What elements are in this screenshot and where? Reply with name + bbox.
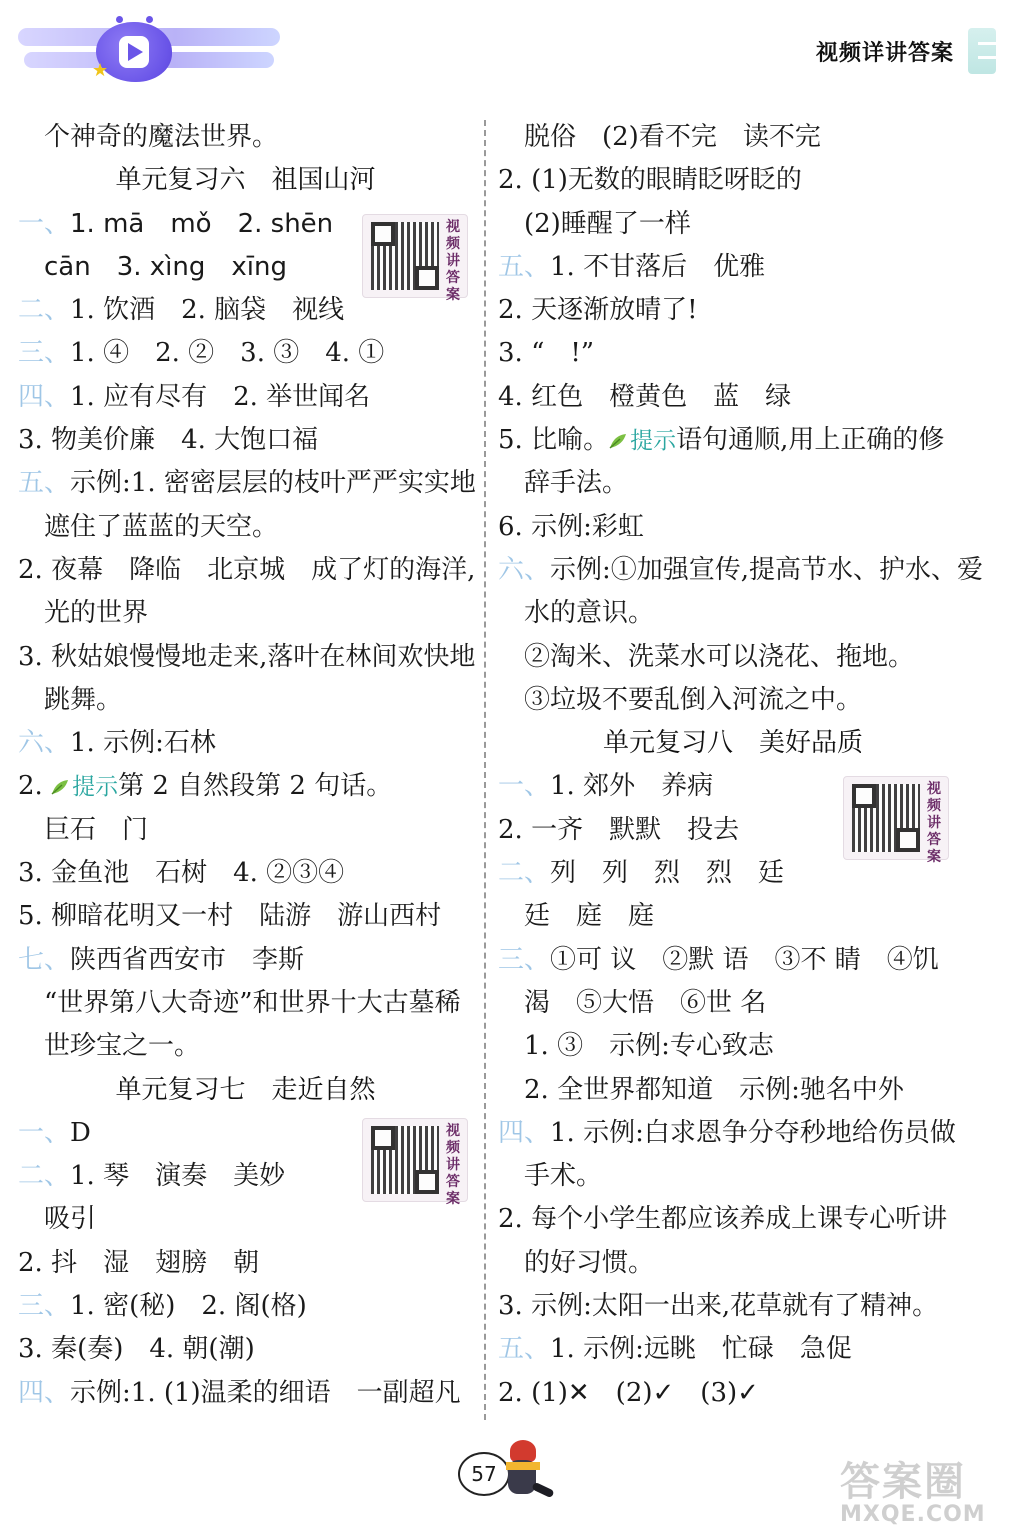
text-line: 4. 红色 橙黄色 蓝 绿 <box>498 381 792 412</box>
text-line: 2. 每个小学生都应该养成上课专心听讲 <box>498 1204 948 1235</box>
mascot-hat <box>510 1440 536 1462</box>
text-line: 水的意识。 <box>524 598 655 629</box>
text-line: 3. 物美价廉 4. 大饱口福 <box>18 425 319 456</box>
text-line: 二、列 列 烈 烈 廷 <box>498 858 785 889</box>
text-line: 5. 柳暗花明又一村 陆游 游山西村 <box>18 901 442 932</box>
text-line: 四、1. 应有尽有 2. 举世闻名 <box>18 381 371 412</box>
text-line: 一、1. mā mǒ 2. shēn <box>18 208 334 239</box>
text-line: 七、陕西省西安市 李斯 <box>18 944 305 975</box>
text-line: 跳舞。 <box>44 684 123 715</box>
column-divider <box>484 120 486 1420</box>
text-line: 光的世界 <box>44 598 149 629</box>
text-line: 世珍宝之一。 <box>44 1031 201 1062</box>
text-line: 2. (1)无数的眼睛眨呀眨的 <box>498 165 802 196</box>
watermark-top: 答案圈 <box>840 1459 966 1505</box>
watermark-logo <box>840 1459 1020 1532</box>
header-banner <box>18 14 288 86</box>
text-line: 脱俗 (2)看不完 读不完 <box>524 122 821 152</box>
mascot-leg <box>531 1482 554 1499</box>
text-line: 三、1. ④ 2. ② 3. ③ 4. ① <box>18 338 385 369</box>
text-line: 3. “ !” <box>498 338 595 369</box>
text-line: cān 3. xìng xīng <box>44 251 287 282</box>
text-line: 3. 秋姑娘慢慢地走来,落叶在林间欢快地 <box>18 641 476 672</box>
text-line: 一、D <box>18 1117 91 1148</box>
text-line: 五、1. 示例:远眺 忙碌 急促 <box>498 1334 852 1365</box>
qr-label: 视频讲答案 <box>446 219 460 303</box>
header-title: 视频详讲答案 <box>815 41 954 66</box>
text-line: “世界第八大奇迹”和世界十大古墓稀 <box>44 987 461 1018</box>
qr-code[interactable] <box>362 214 468 303</box>
text-line: 1. ③ 示例:专心致志 <box>524 1031 774 1062</box>
text-line: 2. (1)✕ (2)✓ (3)✓ <box>498 1377 759 1408</box>
text-line: 四、1. 示例:白求恩争分夺秒地给伤员做 <box>498 1117 956 1148</box>
text-line: 五、示例:1. 密密层层的枝叶严严实实地 <box>18 468 476 499</box>
section-title: 单元复习六 祖国山河 <box>115 165 376 196</box>
right-column <box>498 116 984 1415</box>
text-line: 2. 夜幕 降临 北京城 成了灯的海洋, <box>18 554 476 585</box>
tip-badge: 提示 <box>609 428 676 454</box>
text-line: 六、示例:①加强宣传,提高节水、护水、爱 <box>498 554 984 585</box>
qr-code-image <box>371 222 439 290</box>
text-line: 六、1. 示例:石林 <box>18 728 216 759</box>
text-line: 辞手法。 <box>524 468 629 499</box>
text-line: 2. 天逐渐放晴了! <box>498 295 698 326</box>
antenna-dot <box>146 16 153 23</box>
text-line: 2. 提示第 2 自然段第 2 句话。 <box>18 771 393 802</box>
leaf-icon <box>609 433 627 449</box>
qr-label: 视频讲答案 <box>927 781 941 865</box>
text-line: 个神奇的魔法世界。 <box>44 122 279 152</box>
text-line: ③垃圾不要乱倒入河流之中。 <box>524 684 863 715</box>
qr-code[interactable] <box>362 1118 468 1207</box>
text-line: 3. 金鱼池 石树 4. ②③④ <box>18 858 345 889</box>
text-line: 2. 抖 湿 翅膀 朝 <box>18 1247 260 1278</box>
tip-badge: 提示 <box>51 774 118 800</box>
text-line: 渴 ⑤大悟 ⑥世 名 <box>524 987 767 1018</box>
star-icon: ★ <box>92 60 109 81</box>
text-line: 一、1. 郊外 养病 <box>498 771 714 802</box>
text-line: 吸引 <box>44 1204 97 1235</box>
play-icon <box>119 36 149 68</box>
section-title: 单元复习八 美好品质 <box>602 728 863 759</box>
text-line: 四、示例:1. (1)温柔的细语 一副超凡 <box>18 1377 461 1408</box>
text-line: 3. 秦(奏) 4. 朝(潮) <box>18 1334 255 1365</box>
text-line: ②淘米、洗菜水可以浇花、拖地。 <box>524 641 915 672</box>
text-line: 5. 比喻。 提示语句通顺,用上正确的修 <box>498 425 945 456</box>
qr-code-image <box>371 1126 439 1194</box>
text-line: 遮住了蓝蓝的天空。 <box>44 511 279 542</box>
qr-label: 视频讲答案 <box>446 1123 460 1207</box>
text-line: 2. 全世界都知道 示例:驰名中外 <box>524 1074 904 1105</box>
section-title: 单元复习七 走近自然 <box>115 1074 376 1105</box>
leaf-icon <box>51 779 69 795</box>
text-line: 手术。 <box>524 1161 603 1192</box>
text-line: 二、1. 饮酒 2. 脑袋 视线 <box>18 295 345 326</box>
text-line: 三、1. 密(秘) 2. 阁(格) <box>18 1291 307 1322</box>
text-line: 巨石 门 <box>44 814 149 845</box>
text-line: 五、1. 不甘落后 优雅 <box>498 251 766 282</box>
text-line: 的好习惯。 <box>524 1247 655 1278</box>
skater-mascot <box>502 1440 558 1500</box>
watermark-bottom: MXQE.COM <box>840 1502 986 1527</box>
header-tab <box>968 28 996 74</box>
text-line: 廷 庭 庭 <box>524 901 655 932</box>
mascot-scarf <box>506 1462 540 1470</box>
text-line: 3. 示例:太阳一出来,花草就有了精神。 <box>498 1291 939 1322</box>
page-number: 57 <box>458 1452 510 1496</box>
left-column <box>18 116 476 1415</box>
antenna-dot <box>116 16 123 23</box>
text-line: 6. 示例:彩虹 <box>498 511 644 542</box>
text-line: 2. 一齐 默默 投去 <box>498 814 740 845</box>
text-line: 二、1. 琴 演奏 美妙 <box>18 1161 286 1192</box>
text-line: (2)睡醒了一样 <box>524 208 691 239</box>
text-line: 三、①可 议 ②默 语 ③不 睛 ④饥 <box>498 944 939 975</box>
